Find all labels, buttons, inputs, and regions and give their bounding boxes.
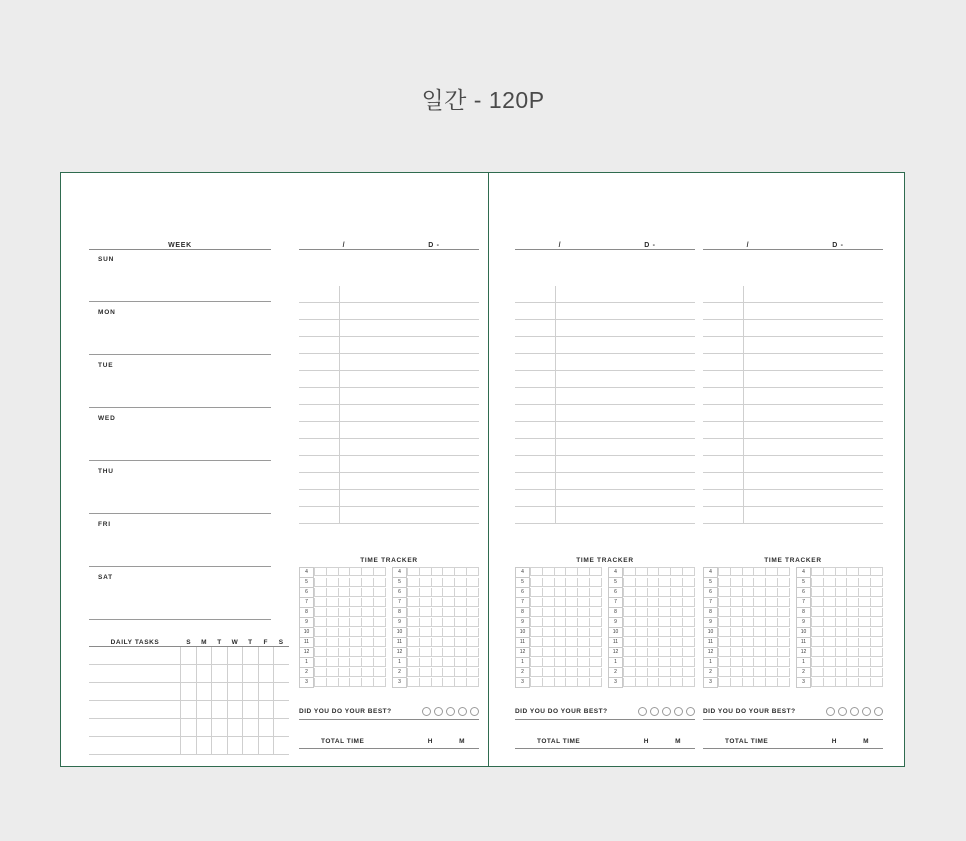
rating-dot[interactable] — [458, 707, 467, 716]
rating-dots[interactable] — [638, 707, 695, 716]
date-header-2 — [515, 233, 695, 250]
rating-dot[interactable] — [434, 707, 443, 716]
rating-dot[interactable] — [662, 707, 671, 716]
daily-tasks-1[interactable]: DAILY TASKS S M T W T F S — [89, 632, 289, 755]
rating-dot[interactable] — [850, 707, 859, 716]
tracker-half-pm[interactable]: 4 5 6 7 8 9 10 11 12 1 2 3 — [392, 567, 479, 688]
total-time-label: TOTAL TIME — [724, 738, 769, 745]
best-rating-3[interactable] — [703, 707, 883, 720]
weekday-row: TUE — [89, 355, 271, 408]
notes-block-1[interactable] — [299, 286, 479, 524]
tracker-half-am[interactable]: 4 5 6 7 8 9 10 11 12 1 2 3 — [703, 567, 790, 688]
rating-dot[interactable] — [686, 707, 695, 716]
date-slash-2: / — [558, 242, 562, 249]
rating-dot[interactable] — [470, 707, 479, 716]
best-rating-2[interactable] — [515, 707, 695, 720]
total-time-label: TOTAL TIME — [321, 738, 365, 745]
right-page — [489, 173, 904, 766]
total-time-minute-unit: M — [459, 738, 465, 745]
weekday-row: SAT — [89, 567, 271, 620]
tracker-half-pm[interactable]: 4 5 6 7 8 9 10 11 12 1 2 3 — [608, 567, 695, 688]
rating-dot[interactable] — [674, 707, 683, 716]
total-time-hour-unit: H — [831, 738, 837, 745]
rating-dot[interactable] — [422, 707, 431, 716]
rating-dot[interactable] — [638, 707, 647, 716]
rating-dots[interactable] — [422, 707, 479, 716]
best-label: DID YOU DO YOUR BEST? — [514, 708, 608, 715]
rating-dot[interactable] — [838, 707, 847, 716]
notes-block-3[interactable] — [703, 286, 883, 524]
time-tracker-2[interactable] — [515, 557, 695, 688]
weekday-row: MON — [89, 302, 271, 355]
weekday-row: FRI — [89, 514, 271, 567]
notebook-spread — [60, 172, 905, 767]
weekday-column — [89, 249, 271, 620]
rating-dots[interactable] — [826, 707, 883, 716]
weekday-row: SUN — [89, 249, 271, 302]
total-time-hour-unit: H — [427, 738, 433, 745]
week-header — [89, 233, 271, 250]
time-tracker-title: TIME TRACKER — [764, 557, 822, 564]
date-slash-1: / — [342, 242, 346, 249]
time-tracker-3[interactable] — [703, 557, 883, 688]
date-header-3 — [703, 233, 883, 250]
time-tracker-title: TIME TRACKER — [360, 557, 418, 564]
rating-dot[interactable] — [862, 707, 871, 716]
weekday-row: WED — [89, 408, 271, 461]
total-time-2[interactable] — [515, 731, 695, 749]
tracker-half-am[interactable]: 4 5 6 7 8 9 10 11 12 1 2 3 — [515, 567, 602, 688]
date-header-1 — [299, 233, 479, 250]
week-label: WEEK — [168, 242, 192, 249]
best-label: DID YOU DO YOUR BEST? — [299, 708, 392, 715]
total-time-minute-unit: M — [675, 738, 681, 745]
total-time-3[interactable] — [703, 731, 883, 749]
dday-2: D - — [644, 242, 656, 249]
task-checkbox-grid[interactable] — [89, 647, 289, 755]
rating-dot[interactable] — [826, 707, 835, 716]
page-title: 일간 - 120P — [421, 87, 545, 113]
best-rating-1[interactable] — [299, 707, 479, 720]
notes-block-2[interactable] — [515, 286, 695, 524]
weekday-row: THU — [89, 461, 271, 514]
tracker-half-am[interactable]: 4 5 6 7 8 9 10 11 12 1 2 3 — [299, 567, 386, 688]
tracker-half-pm[interactable]: 4 5 6 7 8 9 10 11 12 1 2 3 — [796, 567, 883, 688]
best-label: DID YOU DO YOUR BEST? — [702, 708, 796, 715]
date-slash-3: / — [746, 242, 750, 249]
left-page — [61, 173, 489, 766]
dday-1: D - — [428, 242, 440, 249]
total-time-minute-unit: M — [863, 738, 869, 745]
time-tracker-title: TIME TRACKER — [576, 557, 634, 564]
time-tracker-1[interactable] — [299, 557, 479, 688]
rating-dot[interactable] — [874, 707, 883, 716]
rating-dot[interactable] — [650, 707, 659, 716]
total-time-1[interactable] — [299, 731, 479, 749]
dday-3: D - — [832, 242, 844, 249]
rating-dot[interactable] — [446, 707, 455, 716]
daily-tasks-label: DAILY TASKS — [110, 639, 160, 646]
total-time-hour-unit: H — [643, 738, 649, 745]
total-time-label: TOTAL TIME — [536, 738, 581, 745]
